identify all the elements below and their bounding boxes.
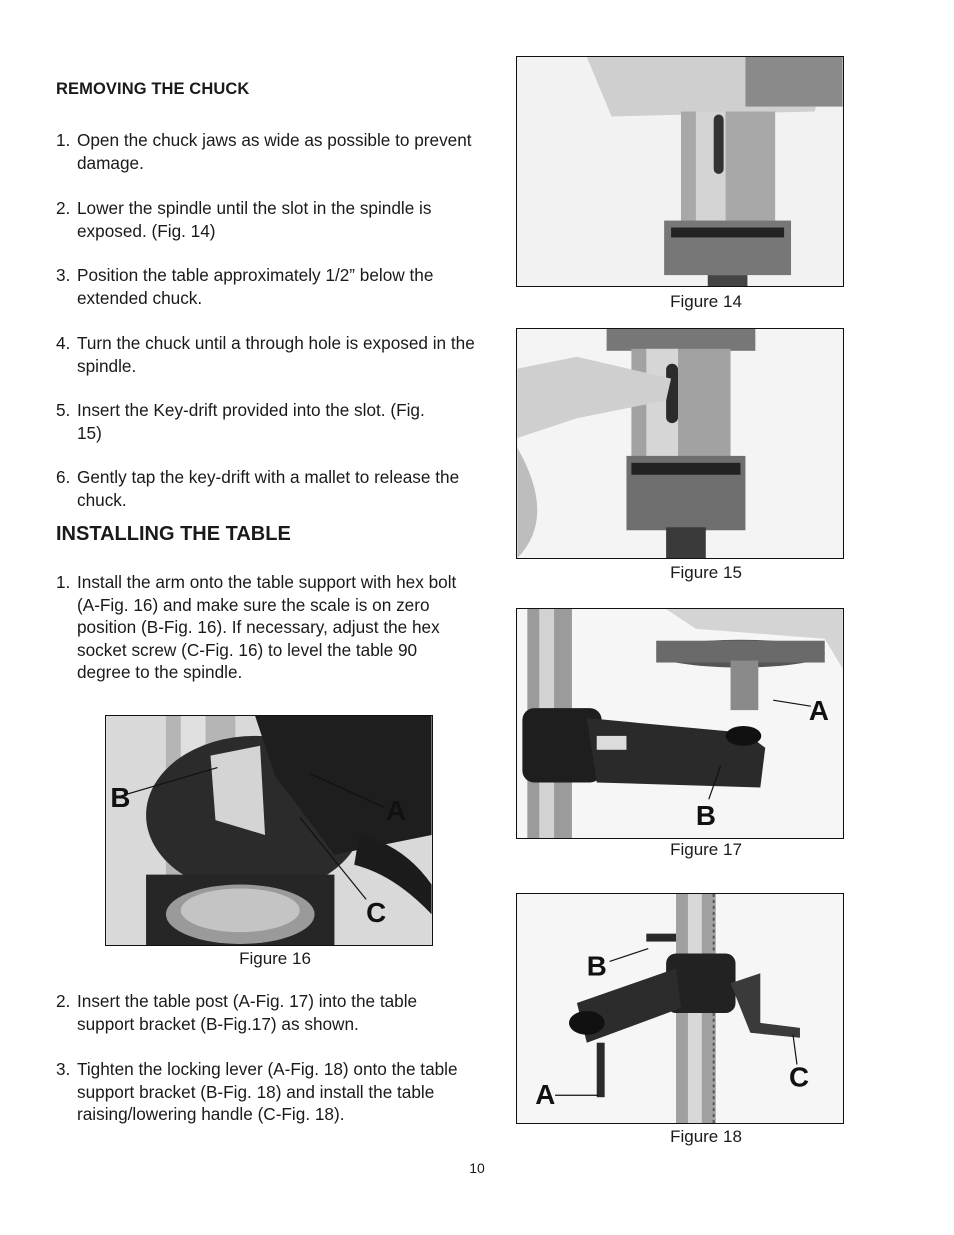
figure-18-caption: Figure 18 xyxy=(670,1127,742,1146)
figure-18-label-b: B xyxy=(586,950,607,982)
removing-chuck-heading: REMOVING THE CHUCK xyxy=(56,80,250,98)
installing-step-2: 2. Insert the table post (A-Fig. 17) into the table support bracket (B-Fig.17) as shown. xyxy=(56,991,418,1034)
figure-17-image xyxy=(516,608,844,839)
figure-17-illustration xyxy=(517,609,843,838)
removing-step-2: 2. Lower the spindle until the slot in the spindle is exposed. (Fig. 14) xyxy=(56,198,432,241)
removing-step-3: 3. Position the table approximately 1/2” below the extended chuck. xyxy=(56,265,434,308)
removing-step-1: 1. Open the chuck jaws as wide as possible to prevent damage. xyxy=(56,130,472,173)
figure-18-image xyxy=(516,893,844,1124)
installing-table-heading: INSTALLING THE TABLE xyxy=(56,523,291,545)
figure-14-image xyxy=(516,56,844,287)
figure-16-label-a: A xyxy=(385,795,407,827)
figure-17-caption: Figure 17 xyxy=(670,840,742,859)
removing-step-4: 4. Turn the chuck until a through hole is exposed in the spindle. xyxy=(56,333,475,376)
installing-step-3: 3. Tighten the locking lever (A-Fig. 18) onto the table support bracket (B-Fig. 18) and install the table raising/lowering handle (C-Fig. 18). xyxy=(56,1059,458,1125)
figure-16-illustration xyxy=(106,716,432,945)
figure-14-caption: Figure 14 xyxy=(670,292,742,311)
figure-16-label-c: C xyxy=(366,897,387,929)
figure-15-image xyxy=(516,328,844,559)
figure-15-illustration xyxy=(517,329,843,558)
figure-14-illustration xyxy=(517,57,843,286)
figure-17-label-b: B xyxy=(695,800,716,832)
removing-step-5: 5. Insert the Key-drift provided into the slot. (Fig. 15) xyxy=(56,400,425,443)
installing-step-1: 1. Install the arm onto the table support with hex bolt (A-Fig. 16) and make sure the scale is on zero position (B-Fig. 16). If necessary, adjust the hex socket screw (C-Fig. 16) to level the table 90 degree to the spindle. xyxy=(56,572,457,683)
figure-16-label-b: B xyxy=(110,782,131,814)
figure-15-caption: Figure 15 xyxy=(670,563,742,582)
figure-17-label-a: A xyxy=(808,695,829,727)
figure-18-label-a: A xyxy=(535,1079,556,1111)
figure-16-caption: Figure 16 xyxy=(239,949,311,968)
figure-18-label-c: C xyxy=(789,1061,810,1093)
figure-18-illustration xyxy=(517,894,843,1123)
page-number: 10 xyxy=(469,1160,485,1176)
removing-step-6: 6. Gently tap the key-drift with a mallet to release the chuck. xyxy=(56,467,460,510)
figure-16-image xyxy=(105,715,433,946)
